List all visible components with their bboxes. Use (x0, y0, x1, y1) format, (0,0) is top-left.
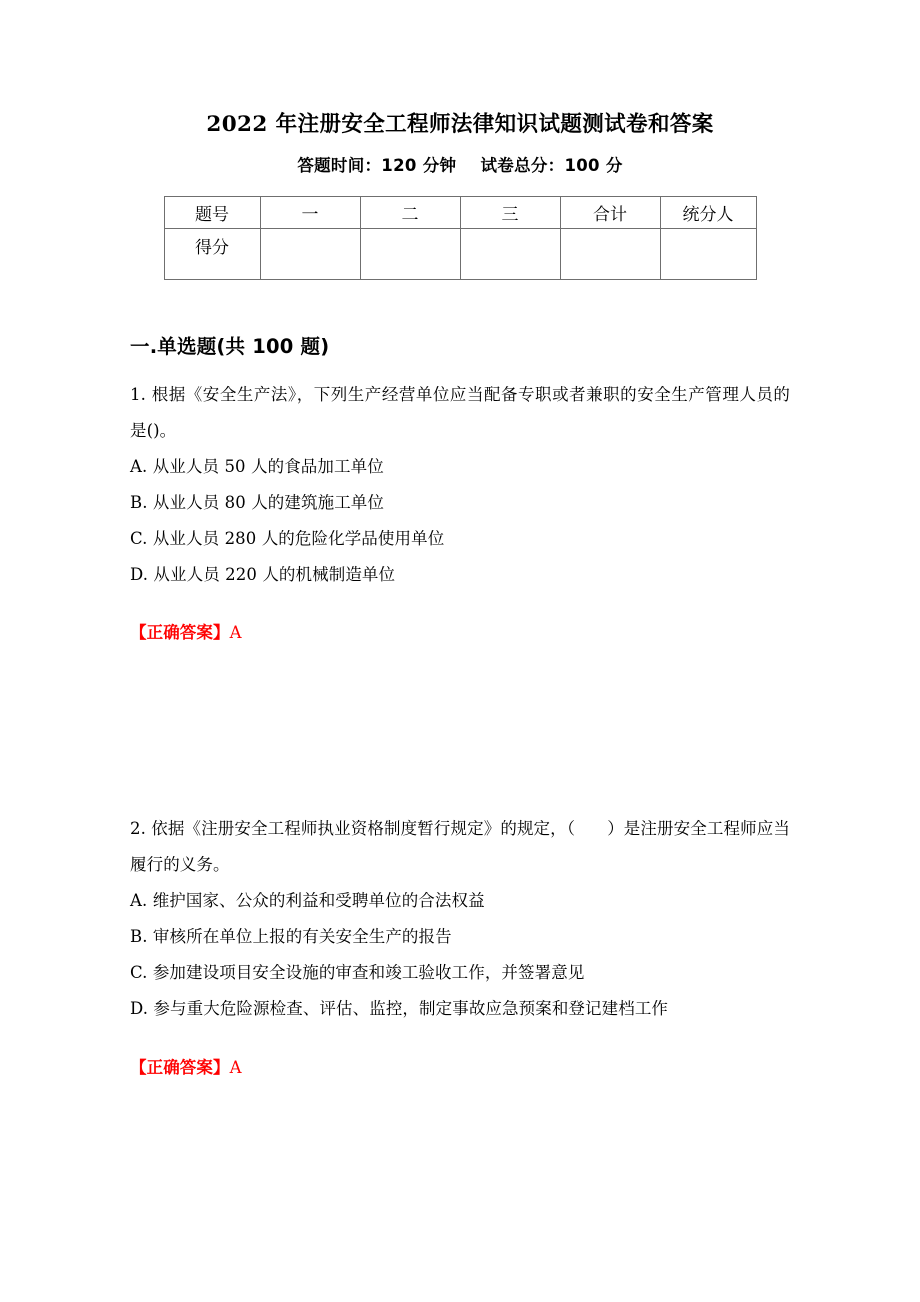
score-table (164, 196, 757, 280)
score-table-container (130, 176, 790, 280)
table-cell-header-5: 统分人 (660, 196, 756, 228)
question-block-1 (130, 359, 790, 651)
table-cell-header-1: 一 (260, 196, 360, 228)
question-block-2 (130, 811, 790, 1086)
table-cell-body-0: 得分 (164, 228, 260, 279)
question-option-2-b[interactable]: B. 审核所在单位上报的有关安全生产的报告 (130, 927, 452, 947)
question-option-1-b[interactable]: B. 从业人员 80 人的建筑施工单位 (130, 493, 385, 513)
table-cell-body-5[interactable] (660, 228, 756, 279)
answer-label-1: 【正确答案】 (130, 623, 230, 643)
question-option-2-d[interactable]: D. 参与重大危险源检查、评估、监控，制定事故应急预案和登记建档工作 (130, 999, 669, 1019)
question-option-1-c[interactable]: C. 从业人员 280 人的危险化学品使用单位 (130, 529, 445, 549)
exam-meta-subtitle: 答题时间：120 分钟 试卷总分：100 分 (297, 155, 623, 175)
table-cell-body-1[interactable] (260, 228, 360, 279)
answer-value-1: A (229, 623, 242, 643)
answer-line-2 (130, 1050, 790, 1086)
table-cell-header-4: 合计 (560, 196, 660, 228)
table-cell-header-3: 三 (460, 196, 560, 228)
table-cell-header-0: 题号 (164, 196, 260, 228)
question-option-2-c[interactable]: C. 参加建设项目安全设施的审查和竣工验收工作，并签署意见 (130, 963, 585, 983)
table-cell-body-4[interactable] (560, 228, 660, 279)
answer-value-2: A (229, 1058, 242, 1078)
table-cell-body-3[interactable] (460, 228, 560, 279)
question-option-1-d[interactable]: D. 从业人员 220 人的机械制造单位 (130, 565, 396, 585)
question-stem-2 (130, 811, 790, 883)
spacer (130, 651, 790, 811)
answer-line-1 (130, 615, 790, 651)
page-title: 2022 年注册安全工程师法律知识试题测试卷和答案 (206, 112, 714, 137)
question-option-2-a[interactable]: A. 维护国家、公众的利益和受聘单位的合法权益 (130, 891, 485, 911)
answer-label-2: 【正确答案】 (130, 1058, 230, 1078)
section-heading-single-choice: 一.单选题(共 100 题) (130, 334, 330, 358)
question-option-1-a[interactable]: A. 从业人员 50 人的食品加工单位 (130, 457, 384, 477)
table-row (164, 196, 756, 228)
question-stem-1: 1. 根据《安全生产法》，下列生产经营单位应当配备专职或者兼职的安全生产管理人员的是()。 (130, 385, 790, 441)
table-cell-header-2: 二 (360, 196, 460, 228)
spacer (130, 593, 790, 615)
spacer (130, 1027, 790, 1050)
table-row (164, 228, 756, 279)
question-stem-2-part2: ）是注册安全工程师应当履行的义务。 (130, 819, 790, 875)
question-stem-2-part1: 2. 依据《注册安全工程师执业资格制度暂行规定》的规定，（ (130, 819, 576, 839)
table-cell-body-2[interactable] (360, 228, 460, 279)
